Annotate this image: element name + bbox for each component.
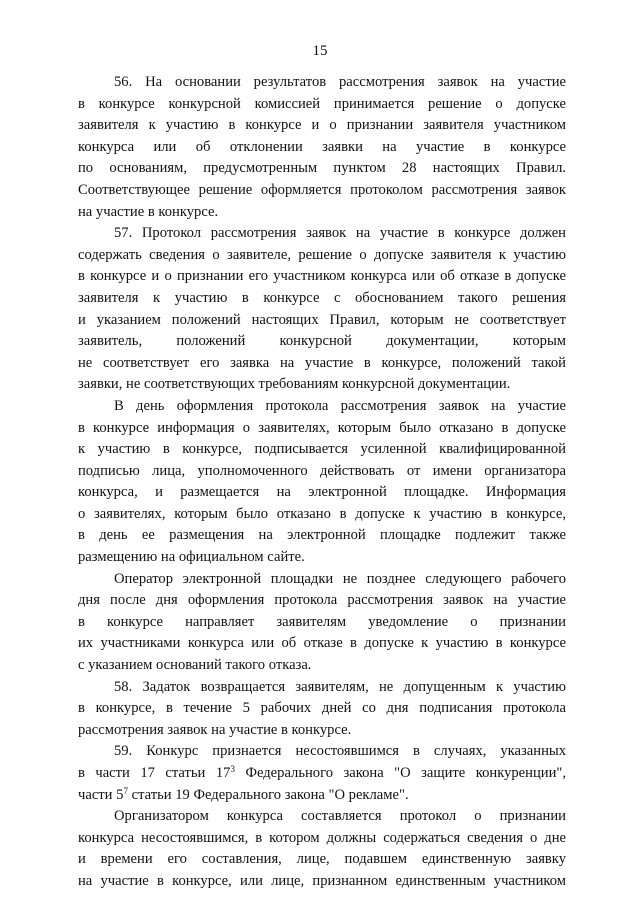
- text-line: с указанием оснований такого отказа.: [78, 657, 312, 674]
- text-fragment: статьи 19 Федерального закона "О рекламе".: [131, 786, 409, 803]
- superscript: 3: [230, 764, 235, 774]
- text-line: заявителя к участию в конкурсе и о признании заявителя участником: [78, 117, 566, 134]
- text-line: [78, 763, 566, 785]
- superscript: 7: [123, 785, 128, 796]
- text-line: конкурса или об отклонении заявки на участие в конкурсе: [78, 138, 566, 155]
- text-line: конкурса, и размещается на электронной площадке. Информация: [78, 484, 566, 501]
- paragraph-56: [78, 72, 566, 223]
- text-line: в день ее размещения на электронной площадке подлежит также: [78, 527, 566, 544]
- text-fragment: части 5: [78, 786, 124, 803]
- text-line: в конкурсе информация о заявителях, которым было отказано в допуске: [78, 419, 566, 436]
- text-line: конкурса несостоявшимся, в котором должны содержаться сведения о дне: [78, 829, 566, 846]
- text-line: содержать сведения о заявителе, решение о допуске заявителя к участию: [78, 246, 566, 263]
- text-line: о заявителях, которым было отказано в допуске к участию в конкурсе,: [78, 505, 566, 522]
- text-line: Оператор электронной площадки не позднее следующего рабочего: [114, 570, 566, 587]
- text-line: 56. На основании результатов рассмотрения заявок на участие: [114, 74, 566, 90]
- text-line: заявитель, положений конкурсной документации, которым: [78, 333, 566, 350]
- text-line: 59. Конкурс признается несостоявшимся в случаях, указанных: [114, 743, 566, 760]
- text-line: заявителя к участию в конкурсе с обоснованием такого решения: [78, 289, 566, 306]
- text-fragment: в части 17 статьи 17: [78, 765, 231, 781]
- text-line: на участие в конкурсе.: [78, 203, 219, 220]
- text-line: в конкурсе и о признании его участником конкурса или об отказе в допуске: [78, 268, 566, 285]
- text-line: и времени его составления, лице, подавшем единственную заявку: [78, 851, 566, 868]
- paragraph-58: [78, 677, 566, 742]
- text-line: Соответствующее решение оформляется протоколом рассмотрения заявок: [78, 181, 566, 198]
- text-line: В день оформления протокола рассмотрения заявок на участие: [114, 397, 566, 414]
- paragraph-59: [78, 741, 566, 806]
- document-body: [78, 72, 566, 893]
- text-line: на участие в конкурсе, или лице, признанном единственным участником: [78, 872, 566, 889]
- text-line: 57. Протокол рассмотрения заявок на участие в конкурсе должен: [114, 225, 566, 242]
- text-line: [78, 785, 566, 807]
- paragraph-protocol-day: [78, 396, 566, 569]
- paragraph-unsuccessful-protocol: [78, 806, 566, 892]
- text-line: по основаниям, предусмотренным пунктом 28 настоящих Правил.: [78, 160, 566, 177]
- text-line: 58. Задаток возвращается заявителям, не допущенным к участию: [114, 678, 566, 695]
- text-line: в конкурсе конкурсной комиссией принимается решение о допуске: [78, 95, 566, 112]
- paragraph-57: [78, 223, 566, 396]
- text-line: рассмотрения заявок на участие в конкурсе.: [78, 721, 352, 738]
- text-line: не соответствует его заявка на участие в конкурсе, положений такой: [78, 354, 566, 371]
- text-line: Организатором конкурса составляется протокол о признании: [114, 808, 566, 825]
- text-line: их участниками конкурса или об отказе в допуске к участию в конкурсе: [78, 635, 566, 652]
- text-line: и указанием положений настоящих Правил, которым не соответствует: [78, 311, 566, 328]
- paragraph-operator: [78, 569, 566, 677]
- text-line: в конкурсе, в течение 5 рабочих дней со дня подписания протокола: [78, 700, 566, 717]
- text-line: в конкурсе направляет заявителям уведомление о признании: [78, 613, 566, 630]
- text-fragment: Федерального закона "О защите конкуренции",: [245, 765, 566, 781]
- text-line: заявки, не соответствующих требованиям конкурсной документации.: [78, 376, 511, 393]
- text-line: подписью лица, уполномоченного действовать от имени организатора: [78, 462, 566, 479]
- text-line: размещению на официальном сайте.: [78, 549, 305, 566]
- text-line: к участию в конкурсе, подписывается усиленной квалифицированной: [78, 441, 566, 458]
- page-number: 15: [312, 43, 328, 59]
- text-line: дня после дня оформления протокола рассмотрения заявок на участие: [78, 592, 566, 609]
